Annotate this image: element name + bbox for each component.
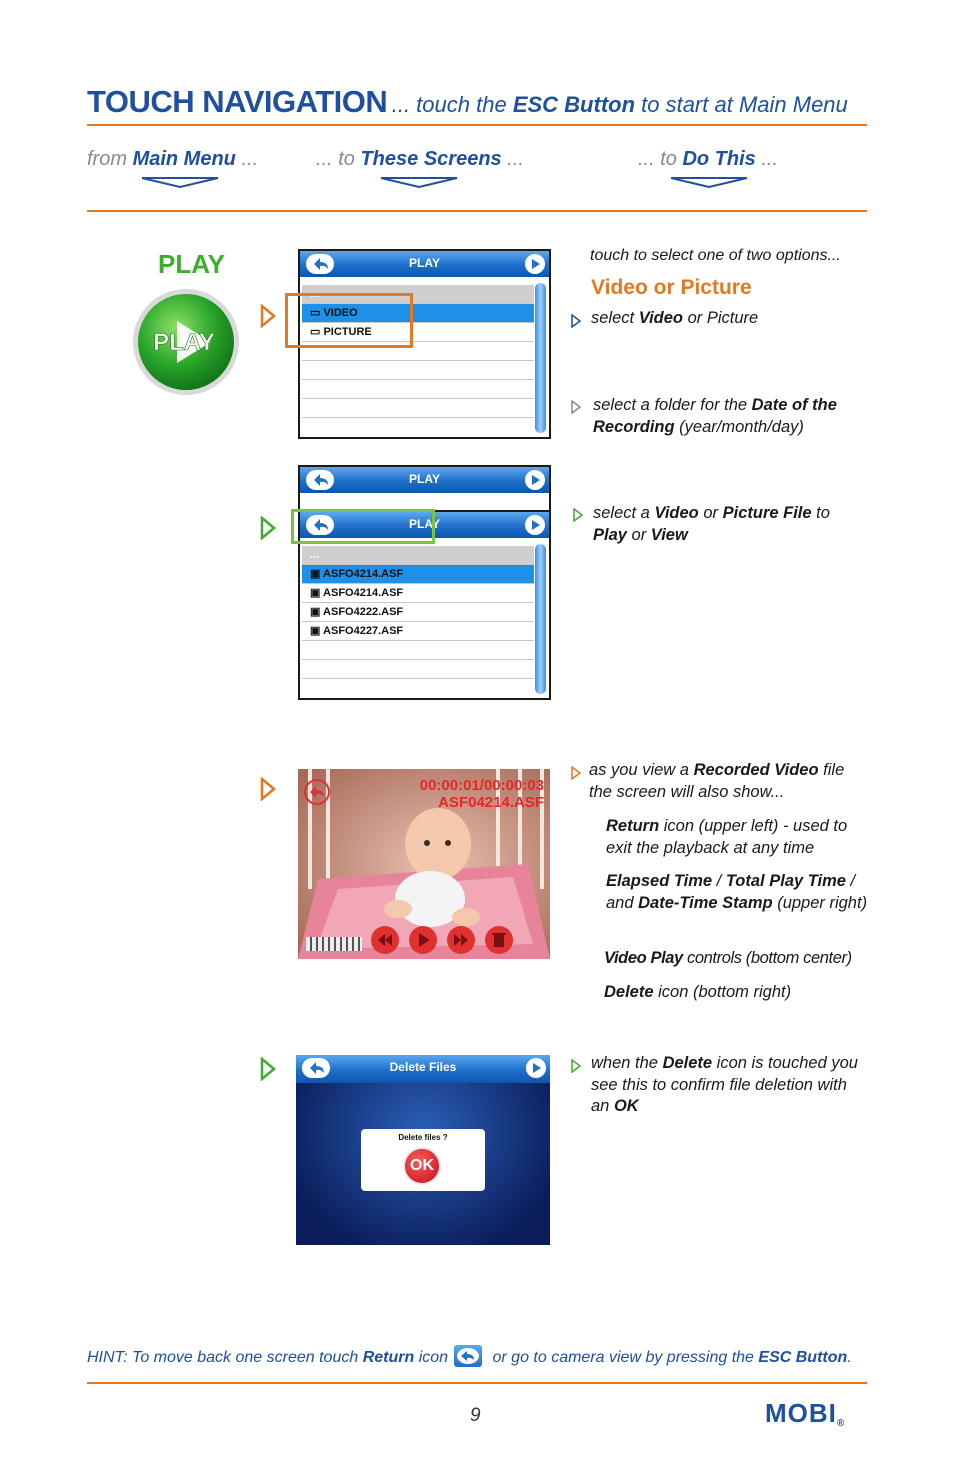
forward-icon[interactable]	[526, 1058, 546, 1078]
list-item	[302, 641, 534, 660]
pointer-arrow-icon	[260, 1057, 276, 1081]
highlight-box	[291, 509, 435, 544]
title-sub-bold: ESC Button	[512, 92, 636, 117]
detail-delete: Delete icon (bottom right)	[604, 983, 792, 1001]
chevron-down-icon	[140, 176, 220, 190]
section-divider	[87, 210, 867, 212]
bullet-arrow-icon	[573, 508, 583, 522]
column-header-do-this: ... to Do This ...	[638, 148, 779, 170]
list-item[interactable]: ...	[302, 285, 534, 304]
hint-text: HINT: To move back one screen touch Return icon or go to camera view by pressing the ESC Button.	[87, 1347, 852, 1369]
screen-title: Delete Files	[389, 1060, 457, 1074]
list-item	[302, 399, 534, 418]
footer-divider	[87, 1382, 867, 1384]
fast-forward-icon[interactable]	[446, 925, 476, 955]
brand-logo: MOBI®	[765, 1398, 846, 1429]
play-icon[interactable]	[408, 925, 438, 955]
file-item[interactable]: ▣ ASFO4227.ASF	[302, 622, 534, 641]
intro-text: touch to select one of two options...	[590, 247, 841, 264]
step-view-video: as you view a Recorded Video file the screen will also show...	[589, 761, 845, 801]
list-item-picture[interactable]: ▭ PICTURE	[302, 323, 534, 342]
forward-icon[interactable]	[525, 470, 545, 490]
elapsed-total-time: 00:00:01/00:00:03	[419, 777, 544, 794]
video-filename: ASF04214.ASF	[438, 794, 544, 811]
ok-button[interactable]: OK	[403, 1147, 441, 1185]
play-button-icon	[131, 287, 241, 397]
play-heading: PLAY	[158, 249, 225, 279]
list-item-video[interactable]: ▭ VIDEO	[302, 304, 534, 323]
page-title	[87, 84, 848, 120]
detail-return: Return icon (upper left) - used to exit the playback at any time	[606, 817, 848, 857]
title-sub-pre: ... touch the	[391, 92, 513, 117]
column-header-main-menu: from Main Menu ...	[87, 148, 259, 170]
delete-icon[interactable]	[484, 925, 514, 955]
forward-icon[interactable]	[525, 515, 545, 535]
pointer-arrow-icon	[260, 777, 276, 801]
rewind-icon[interactable]	[370, 925, 400, 955]
step-select-folder: select a folder for the Date of the Recording (year/month/day)	[593, 396, 837, 436]
forward-icon[interactable]	[525, 254, 545, 274]
pointer-arrow-icon	[260, 516, 276, 540]
bullet-arrow-icon	[571, 766, 581, 780]
dialog-prompt: Delete files ?	[398, 1133, 448, 1142]
bullet-arrow-icon	[571, 314, 581, 328]
file-item[interactable]: ▣ ASFO4214.ASF	[302, 565, 534, 584]
screen-title: PLAY	[409, 517, 440, 531]
bullet-arrow-icon	[571, 1059, 581, 1073]
date-time-stamp-icon	[306, 937, 362, 951]
video-timestamp	[420, 777, 544, 811]
step-select-file: select a Video or Picture File to Play or View	[593, 504, 830, 544]
chevron-down-icon	[379, 176, 459, 190]
title-main: TOUCH NAVIGATION	[87, 84, 388, 119]
section-subhead: Video or Picture	[591, 276, 752, 299]
confirm-dialog	[361, 1129, 485, 1191]
delete-files-screen	[296, 1055, 550, 1245]
chevron-down-icon	[669, 176, 749, 190]
scrollbar[interactable]	[535, 544, 546, 694]
title-sub-post: to start at Main Menu	[635, 92, 848, 117]
pointer-arrow-icon	[260, 304, 276, 328]
svg-text:PLAY: PLAY	[153, 329, 215, 356]
list-item[interactable]: ...	[302, 546, 534, 565]
file-item[interactable]: ▣ ASFO4222.ASF	[302, 603, 534, 622]
list-item	[302, 660, 534, 679]
detail-elapsed-time: Elapsed Time / Total Play Time / and Date-Time Stamp (upper right)	[606, 872, 868, 912]
column-header-these-screens: ... to These Screens ...	[316, 148, 524, 170]
scrollbar[interactable]	[535, 283, 546, 433]
video-playback-screen	[298, 769, 550, 959]
screen-title: PLAY	[409, 256, 440, 270]
list-item	[302, 380, 534, 399]
page-number: 9	[470, 1405, 481, 1426]
header-divider	[87, 124, 867, 126]
play-folder-screen	[298, 465, 551, 515]
step-select-video: select Video or Picture	[591, 309, 759, 327]
file-item[interactable]: ▣ ASFO4214.ASF	[302, 584, 534, 603]
screen-title: PLAY	[409, 472, 440, 486]
highlight-box	[285, 293, 413, 348]
bullet-arrow-icon	[571, 400, 581, 414]
step-confirm-delete: when the Delete icon is touched you see this to confirm file deletion with an OK	[591, 1054, 858, 1115]
return-icon	[454, 1345, 482, 1367]
list-item	[302, 361, 534, 380]
return-icon[interactable]	[304, 779, 330, 805]
detail-video-play: Video Play controls (bottom center)	[604, 949, 852, 967]
